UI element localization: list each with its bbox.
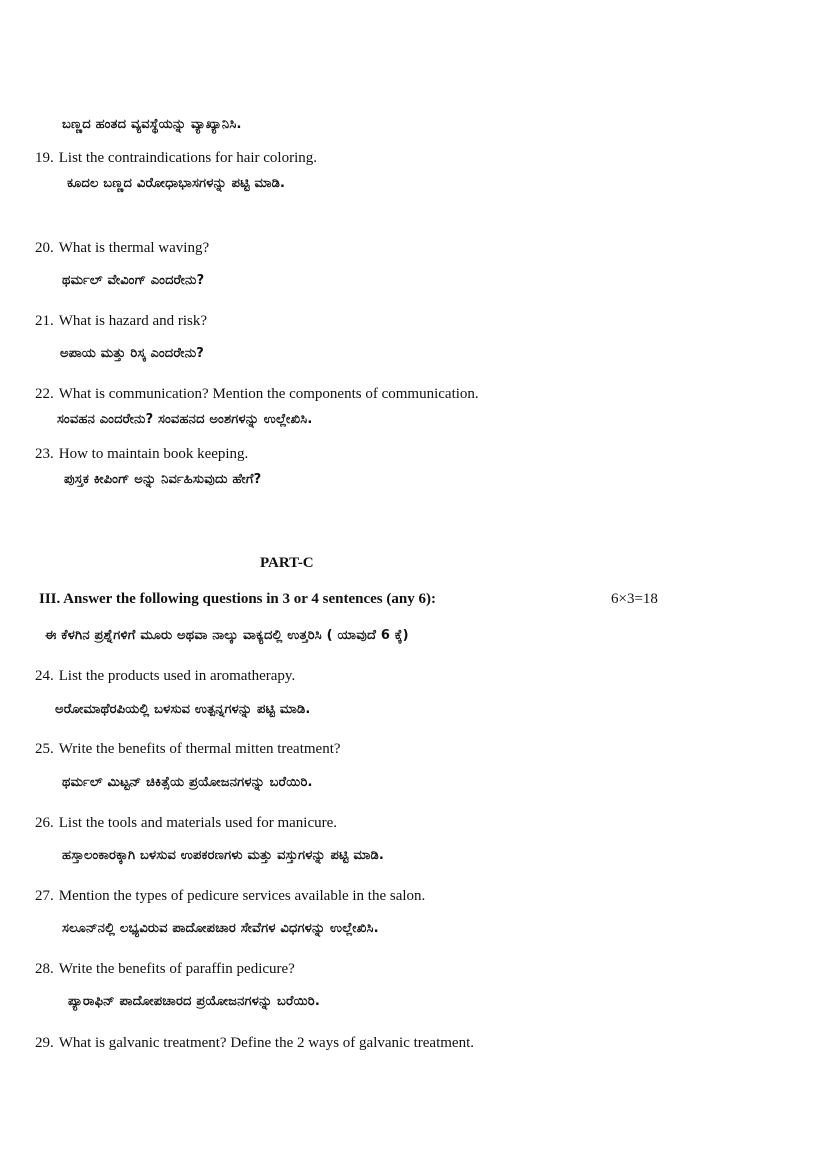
question-27-kannada: ಸಲೂನ್‌ನಲ್ಲಿ ಲಭ್ಯವಿರುವ ಪಾದೋಪಚಾರ ಸೇವೆಗಳ ವಿಧಗಳನ್ನು ಉಲ್ಲೇಖಿಸಿ.	[62, 921, 379, 936]
question-19-kannada: ಕೂದಲ ಬಣ್ಣದ ವಿರೋಧಾಭಾಸಗಳನ್ನು ಪಟ್ಟಿ ಮಾಡಿ.	[67, 176, 286, 191]
question-text: List the products used in aromatherapy.	[58, 668, 296, 684]
question-28	[35, 962, 295, 977]
question-text: Write the benefits of paraffin pedicure?	[58, 961, 295, 977]
question-23-kannada: ಪುಸ್ತಕ ಕೀಪಿಂಗ್ ಅನ್ನು ನಿರ್ವಹಿಸುವುದು ಹೇಗೆ?	[64, 472, 262, 487]
question-29	[35, 1036, 474, 1051]
question-number: 24.	[35, 668, 54, 684]
section-marks: 6×3=18	[611, 591, 658, 607]
question-19	[35, 151, 317, 166]
question-number: 22.	[35, 386, 54, 402]
question-number: 25.	[35, 741, 54, 757]
question-20-kannada: ಥರ್ಮಲ್ ವೇವಿಂಗ್ ಎಂದರೇನು?	[62, 273, 205, 288]
question-28-kannada: ಪ್ಯಾರಾಫಿನ್ ಪಾದೋಪಚಾರದ ಪ್ರಯೋಜನಗಳನ್ನು ಬರೆಯಿರಿ.	[68, 994, 321, 1009]
question-number: 19.	[35, 150, 54, 166]
question-24	[35, 669, 295, 684]
question-23	[35, 447, 248, 462]
section-instruction: III. Answer the following questions in 3 or 4 sentences (any 6):	[39, 591, 436, 607]
question-number: 28.	[35, 961, 54, 977]
question-text: How to maintain book keeping.	[58, 446, 249, 462]
question-number: 20.	[35, 240, 54, 256]
question-number: 27.	[35, 888, 54, 904]
question-26	[35, 816, 337, 831]
question-20	[35, 241, 209, 256]
question-25-kannada: ಥರ್ಮಲ್ ಮಿಟ್ಟನ್ ಚಿಕಿತ್ಸೆಯ ಪ್ರಯೋಜನಗಳನ್ನು ಬರೆಯಿರಿ.	[62, 775, 313, 790]
question-26-kannada: ಹಸ್ತಾಲಂಕಾರಕ್ಕಾಗಿ ಬಳಸುವ ಉಪಕರಣಗಳು ಮತ್ತು ವಸ್ತುಗಳನ್ನು ಪಟ್ಟಿ ಮಾಡಿ.	[62, 848, 385, 863]
question-27	[35, 889, 425, 904]
question-text: List the tools and materials used for manicure.	[58, 815, 338, 831]
section-instruction-kannada: ಈ ಕೆಳಗಿನ ಪ್ರಶ್ನೆಗಳಿಗೆ ಮೂರು ಅಥವಾ ನಾಲ್ಕು ವಾಕ್ಯದಲ್ಲಿ ಉತ್ತರಿಸಿ ( ಯಾವುದೆ 6 ಕ್ಕೆ)	[45, 628, 409, 643]
question-text: Mention the types of pedicure services available in the salon.	[58, 888, 426, 904]
question-22	[35, 387, 479, 402]
question-text: List the contraindications for hair coloring.	[58, 150, 318, 166]
q18-kannada-text: ಬಣ್ಣದ ಹಂತದ ವ್ಯವಸ್ಥೆಯನ್ನು ವ್ಯಾಖ್ಯಾನಿಸಿ.	[62, 117, 242, 132]
question-text: What is thermal waving?	[58, 240, 210, 256]
question-number: 23.	[35, 446, 54, 462]
question-22-kannada: ಸಂವಹನ ಎಂದರೇನು? ಸಂವಹನದ ಅಂಶಗಳನ್ನು ಉಲ್ಲೇಖಿಸಿ.	[57, 412, 313, 427]
question-text: What is hazard and risk?	[58, 313, 208, 329]
question-number: 29.	[35, 1035, 54, 1051]
question-number: 21.	[35, 313, 54, 329]
part-c-heading: PART-C	[260, 555, 314, 571]
question-21	[35, 314, 207, 329]
question-number: 26.	[35, 815, 54, 831]
question-25	[35, 742, 341, 757]
question-24-kannada: ಅರೋಮಾಥೆರಪಿಯಲ್ಲಿ ಬಳಸುವ ಉತ್ಪನ್ನಗಳನ್ನು ಪಟ್ಟಿ ಮಾಡಿ.	[55, 702, 311, 717]
question-21-kannada: ಅಪಾಯ ಮತ್ತು ರಿಸ್ಕ ಎಂದರೇನು?	[60, 346, 205, 361]
question-text: What is galvanic treatment? Define the 2 ways of galvanic treatment.	[58, 1035, 474, 1051]
question-text: Write the benefits of thermal mitten treatment?	[58, 741, 341, 757]
question-text: What is communication? Mention the components of communication.	[58, 386, 479, 402]
